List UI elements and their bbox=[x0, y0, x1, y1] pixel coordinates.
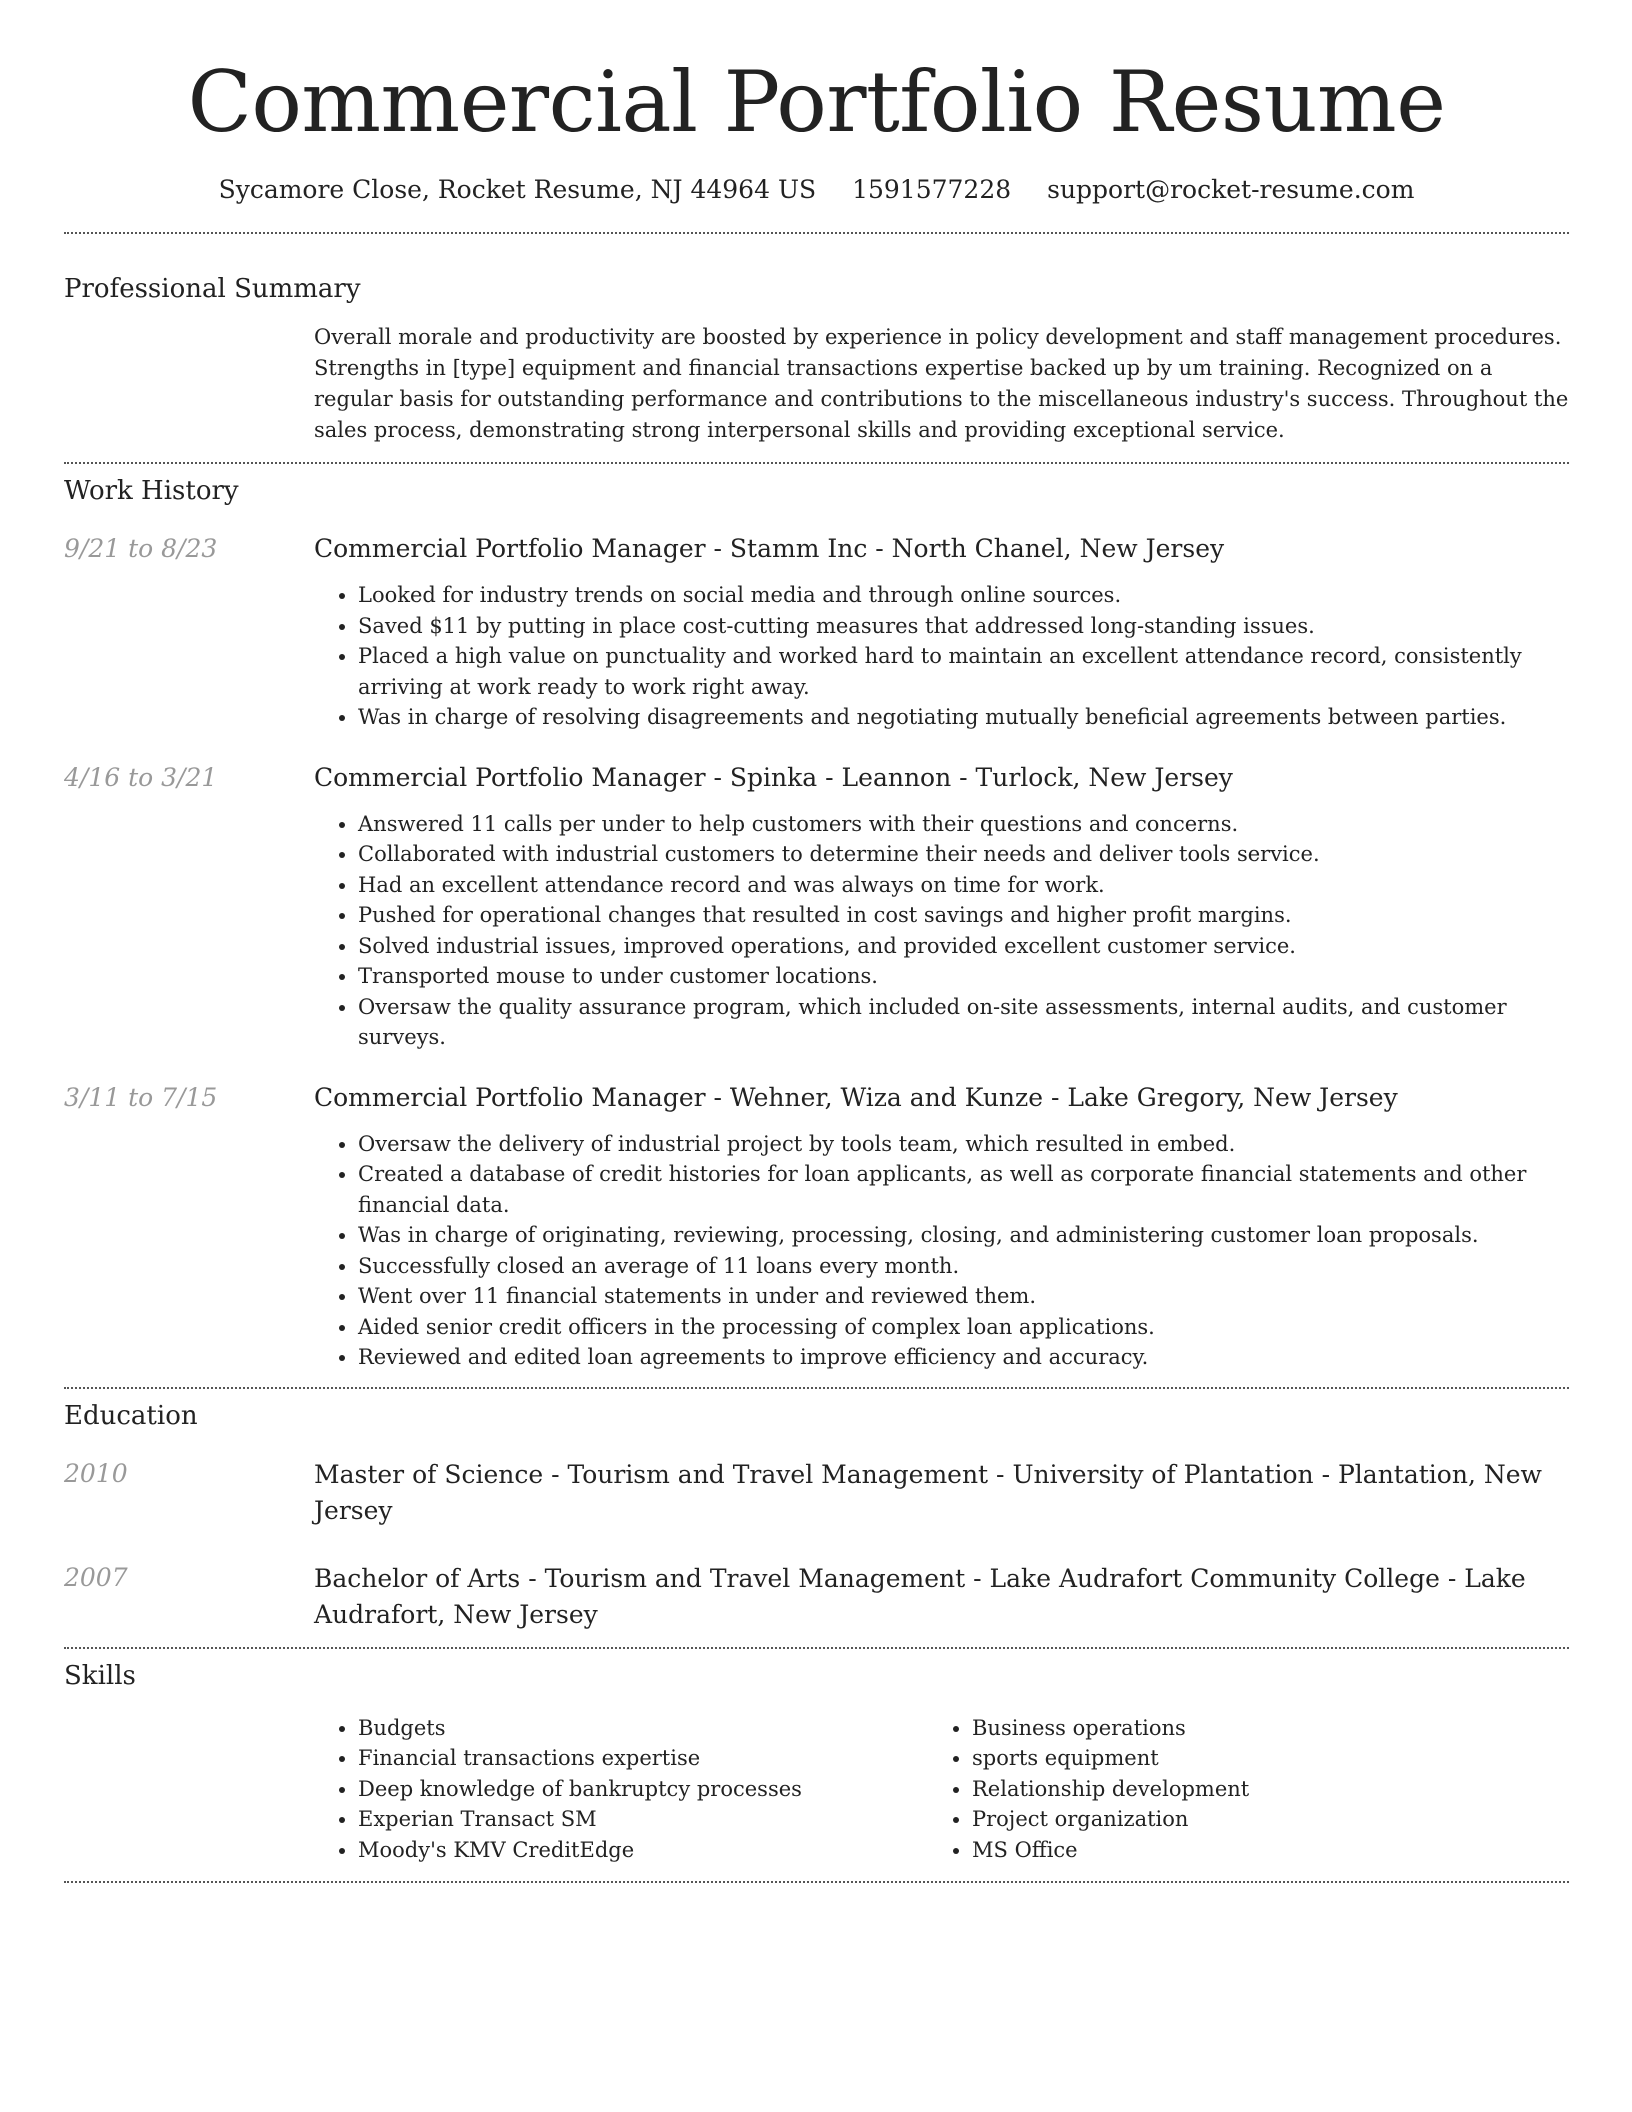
skills-list-left bbox=[314, 1713, 928, 1866]
list-item: • Had an excellent attendance record and was always on time for work. bbox=[358, 870, 1569, 901]
list-item: • Oversaw the quality assurance program, which included on-site assessments, internal audits, and customer surveys. bbox=[358, 992, 1569, 1053]
divider bbox=[64, 462, 1569, 464]
skill-item: • sports equipment bbox=[972, 1743, 1542, 1774]
job-bullets bbox=[314, 809, 1569, 1053]
contact-email: support@rocket-resume.com bbox=[1047, 175, 1415, 204]
job-dates: 3/11 to 7/15 bbox=[64, 1082, 218, 1112]
summary-section bbox=[64, 272, 1569, 446]
skill-item: • Deep knowledge of bankruptcy processes bbox=[358, 1774, 928, 1805]
work-history-section bbox=[64, 474, 1569, 1373]
list-item: • Saved $11 by putting in place cost-cutting measures that addressed long-standing issues. bbox=[358, 611, 1569, 642]
list-item: • Created a database of credit histories for loan applicants, as well as corporate financial statements and other financial data. bbox=[358, 1159, 1569, 1220]
job-bullets bbox=[314, 580, 1569, 733]
summary-text: Overall morale and productivity are boosted by experience in policy development and staff management procedures. Strengths in [type] equipment and financial transactions expertise backed up by um training. Recognized on a regular basis for outstanding performance and contributions to the miscellaneous industry's success. Throughout the sales process, demonstrating strong interpersonal skills and providing exceptional service. bbox=[314, 325, 1569, 442]
skills-columns bbox=[314, 1713, 1569, 1866]
list-item: • Solved industrial issues, improved operations, and provided excellent customer service. bbox=[358, 931, 1569, 962]
skill-item: • Moody's KMV CreditEdge bbox=[358, 1835, 928, 1866]
skill-item: • Business operations bbox=[972, 1713, 1542, 1744]
skill-item: • Budgets bbox=[358, 1713, 928, 1744]
list-item: • Was in charge of resolving disagreements and negotiating mutually beneficial agreements between parties. bbox=[358, 702, 1569, 733]
work-history-title: Work History bbox=[64, 476, 239, 506]
list-item: • Went over 11 financial statements in under and reviewed them. bbox=[358, 1281, 1569, 1312]
job-dates: 9/21 to 8/23 bbox=[64, 534, 218, 563]
job-entry bbox=[64, 1081, 1569, 1373]
job-entry bbox=[64, 761, 1569, 1053]
education-degree: Bachelor of Arts - Tourism and Travel Management - Lake Audrafort Community College - Lake Audrafort, New Jersey bbox=[314, 1563, 1526, 1629]
divider bbox=[64, 1881, 1569, 1883]
job-title: Commercial Portfolio Manager - Spinka - Leannon - Turlock, New Jersey bbox=[314, 762, 1233, 792]
list-item: • Successfully closed an average of 11 loans every month. bbox=[358, 1251, 1569, 1282]
education-title: Education bbox=[64, 1400, 198, 1431]
contact-line bbox=[64, 172, 1569, 208]
skill-item: • MS Office bbox=[972, 1835, 1542, 1866]
list-item: • Transported mouse to under customer locations. bbox=[358, 961, 1569, 992]
contact-address: Sycamore Close, Rocket Resume, NJ 44964 US bbox=[218, 175, 817, 204]
education-entry bbox=[64, 1561, 1569, 1633]
skill-item: • Project organization bbox=[972, 1804, 1542, 1835]
job-bullets bbox=[314, 1129, 1569, 1373]
resume-page bbox=[64, 0, 1569, 1883]
job-dates: 4/16 to 3/21 bbox=[64, 762, 218, 792]
skill-item: • Financial transactions expertise bbox=[358, 1743, 928, 1774]
job-title: Commercial Portfolio Manager - Stamm Inc - North Chanel, New Jersey bbox=[314, 534, 1225, 563]
list-item: • Reviewed and edited loan agreements to improve efficiency and accuracy. bbox=[358, 1342, 1569, 1373]
list-item: • Looked for industry trends on social media and through online sources. bbox=[358, 580, 1569, 611]
education-section bbox=[64, 1399, 1569, 1633]
divider bbox=[64, 1387, 1569, 1389]
list-item: • Aided senior credit officers in the processing of complex loan applications. bbox=[358, 1312, 1569, 1343]
list-item: • Collaborated with industrial customers to determine their needs and deliver tools service. bbox=[358, 839, 1569, 870]
skill-item: • Relationship development bbox=[972, 1774, 1542, 1805]
list-item: • Was in charge of originating, reviewing, processing, closing, and administering customer loan proposals. bbox=[358, 1220, 1569, 1251]
divider bbox=[64, 232, 1569, 234]
education-year: 2007 bbox=[64, 1562, 128, 1592]
resume-name: Commercial Portfolio Resume bbox=[187, 53, 1446, 151]
education-year: 2010 bbox=[64, 1458, 128, 1488]
job-title: Commercial Portfolio Manager - Wehner, Wiza and Kunze - Lake Gregory, New Jersey bbox=[314, 1082, 1398, 1112]
job-entry bbox=[64, 532, 1569, 733]
list-item: • Answered 11 calls per under to help customers with their questions and concerns. bbox=[358, 809, 1569, 840]
skills-section bbox=[64, 1659, 1569, 1866]
education-degree: Master of Science - Tourism and Travel Management - University of Plantation - Plantation, New Jersey bbox=[314, 1459, 1542, 1525]
skills-title: Skills bbox=[64, 1660, 136, 1691]
list-item: • Placed a high value on punctuality and worked hard to maintain an excellent attendance record, consistently arriving at work ready to work right away. bbox=[358, 641, 1569, 702]
list-item: • Oversaw the delivery of industrial project by tools team, which resulted in embed. bbox=[358, 1129, 1569, 1160]
skill-item: • Experian Transact SM bbox=[358, 1804, 928, 1835]
skills-list-right bbox=[928, 1713, 1542, 1866]
education-entry bbox=[64, 1457, 1569, 1529]
divider bbox=[64, 1647, 1569, 1649]
summary-title: Professional Summary bbox=[64, 274, 361, 304]
contact-phone: 1591577228 bbox=[852, 175, 1012, 204]
list-item: • Pushed for operational changes that resulted in cost savings and higher profit margins. bbox=[358, 900, 1569, 931]
